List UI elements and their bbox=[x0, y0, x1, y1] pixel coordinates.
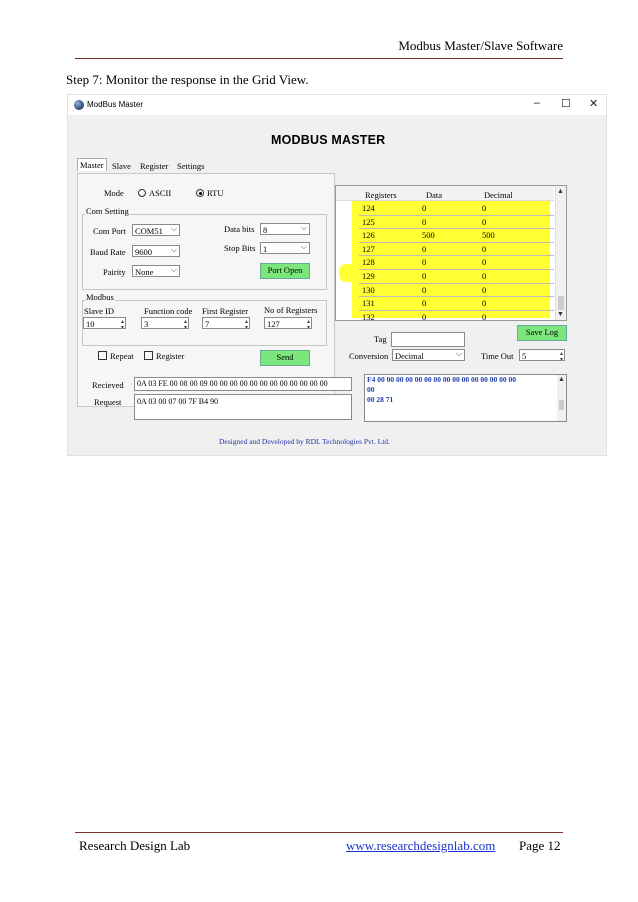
tag-input[interactable] bbox=[391, 332, 465, 347]
slave-id-stepper[interactable]: 10 ▴▾ bbox=[83, 317, 126, 329]
grid-cell[interactable]: 128 bbox=[362, 257, 375, 268]
scroll-up-icon[interactable]: ▲ bbox=[558, 375, 565, 383]
com-setting-title: Com Setting bbox=[86, 206, 129, 216]
log-line: F4 00 00 00 00 00 00 00 00 00 00 00 00 00 00 00 bbox=[367, 375, 516, 384]
footer-company: Research Design Lab bbox=[79, 838, 191, 853]
grid-cell[interactable]: 0 bbox=[422, 243, 427, 254]
grid-header-decimal: Decimal bbox=[484, 190, 513, 200]
grid-highlight bbox=[352, 201, 550, 318]
grid-vertical-scrollbar[interactable] bbox=[555, 186, 566, 320]
grid-cell[interactable]: 0 bbox=[482, 257, 487, 268]
conversion-select[interactable]: Decimal ⌵ bbox=[392, 349, 465, 361]
footer-rule bbox=[75, 832, 563, 833]
checkbox-icon bbox=[144, 351, 153, 360]
grid-cell[interactable]: 127 bbox=[362, 243, 375, 254]
document-header-title: Modbus Master/Slave Software bbox=[398, 38, 563, 53]
window-titlebar bbox=[68, 95, 606, 115]
stop-bits-label: Stop Bits bbox=[224, 243, 256, 253]
modbus-master-window bbox=[67, 94, 607, 456]
data-bits-select[interactable]: 8 ⌵ bbox=[260, 223, 310, 235]
mode-ascii-radio[interactable] bbox=[138, 188, 171, 198]
grid-row-divider bbox=[359, 215, 554, 216]
register-checkbox[interactable] bbox=[144, 351, 184, 361]
grid-cell[interactable]: 0 bbox=[422, 203, 427, 213]
tag-label: Tag bbox=[374, 334, 387, 344]
time-out-stepper[interactable]: 5 ▴▾ bbox=[519, 349, 565, 361]
app-icon bbox=[74, 100, 84, 110]
pairity-select[interactable]: None ⌵ bbox=[132, 265, 180, 277]
ascii-label: ASCII bbox=[149, 188, 172, 198]
grid-cell[interactable]: 0 bbox=[482, 216, 487, 227]
request-field[interactable]: 0A 03 00 07 00 7F B4 90 bbox=[134, 394, 352, 420]
scroll-up-icon[interactable]: ▲ bbox=[557, 187, 564, 195]
log-line: 00 bbox=[367, 385, 375, 394]
rtu-label: RTU bbox=[207, 188, 224, 198]
step-instruction: Step 7: Monitor the response in the Grid View. bbox=[66, 72, 309, 87]
grid-row-divider bbox=[359, 310, 554, 311]
footer-page-number: Page 12 bbox=[519, 838, 561, 853]
maximize-icon[interactable]: ☐ bbox=[561, 98, 571, 110]
tab-register[interactable]: Register bbox=[140, 161, 169, 171]
grid-cell[interactable]: 129 bbox=[362, 271, 375, 281]
grid-highlight-mark bbox=[339, 264, 357, 282]
function-code-stepper[interactable]: 3 ▴▾ bbox=[141, 317, 189, 329]
grid-cell[interactable]: 131 bbox=[362, 298, 375, 309]
grid-header-registers: Registers bbox=[365, 190, 397, 200]
stop-bits-select[interactable]: 1 ⌵ bbox=[260, 242, 310, 254]
first-register-stepper[interactable]: 7 ▴▾ bbox=[202, 317, 250, 329]
grid-cell[interactable]: 0 bbox=[422, 216, 427, 227]
window-title: ModBus Master bbox=[87, 100, 144, 109]
grid-cell[interactable]: 0 bbox=[482, 203, 487, 213]
grid-row-divider bbox=[359, 228, 554, 229]
grid-cell[interactable]: 0 bbox=[482, 243, 487, 254]
slave-id-label: Slave ID bbox=[84, 306, 114, 316]
minimize-icon[interactable]: – bbox=[534, 97, 541, 109]
baud-rate-select[interactable]: 9600 ⌵ bbox=[132, 245, 180, 257]
grid-header-data: Data bbox=[426, 190, 443, 200]
tab-settings[interactable]: Settings bbox=[177, 161, 205, 171]
scrollbar-thumb[interactable] bbox=[559, 400, 564, 410]
radio-icon bbox=[138, 189, 146, 197]
recieved-label: Recieved bbox=[92, 380, 124, 390]
grid-row-divider bbox=[359, 283, 554, 284]
grid-row-divider bbox=[359, 296, 554, 297]
log-line: 00 28 71 bbox=[367, 395, 394, 404]
com-port-select[interactable]: COM51 ⌵ bbox=[132, 224, 180, 236]
grid-cell[interactable]: 0 bbox=[422, 257, 427, 268]
time-out-label: Time Out bbox=[481, 351, 514, 361]
conversion-label: Conversion bbox=[349, 351, 389, 361]
radio-selected-icon bbox=[196, 189, 204, 197]
baud-rate-label: Baud Rate bbox=[90, 247, 126, 257]
grid-cell[interactable]: 125 bbox=[362, 216, 375, 227]
modbus-title: Modbus bbox=[86, 292, 114, 302]
no-of-registers-label: No of Registers bbox=[264, 305, 318, 315]
grid-cell[interactable]: 500 bbox=[482, 230, 495, 241]
grid-row-divider bbox=[359, 269, 554, 270]
port-open-button[interactable]: Port Open bbox=[260, 263, 310, 279]
pairity-label: Pairity bbox=[103, 267, 126, 277]
repeat-checkbox[interactable] bbox=[98, 351, 134, 361]
grid-cell[interactable]: 0 bbox=[482, 271, 487, 281]
grid-cell[interactable]: 0 bbox=[482, 311, 487, 321]
com-port-label: Com Port bbox=[93, 226, 126, 236]
grid-cell[interactable]: 500 bbox=[422, 230, 435, 241]
mode-label: Mode bbox=[104, 188, 124, 198]
recieved-field[interactable]: 0A 03 FE 00 08 00 09 00 00 00 00 00 00 00 00 00 00 00 00 bbox=[134, 377, 352, 391]
footer-website-link[interactable]: www.researchdesignlab.com bbox=[346, 838, 496, 853]
close-icon[interactable]: ✕ bbox=[589, 98, 599, 110]
grid-cell[interactable]: 0 bbox=[482, 284, 487, 295]
grid-row-divider bbox=[359, 255, 554, 256]
tab-slave[interactable]: Slave bbox=[112, 161, 131, 171]
app-title: MODBUS MASTER bbox=[271, 133, 386, 147]
data-bits-label: Data bits bbox=[224, 224, 255, 234]
response-log[interactable] bbox=[364, 374, 567, 422]
scroll-down-icon[interactable]: ▼ bbox=[557, 310, 564, 318]
header-rule bbox=[75, 58, 563, 59]
no-of-registers-stepper[interactable]: 127 ▴▾ bbox=[264, 317, 312, 329]
master-panel bbox=[77, 173, 335, 407]
grid-row-divider bbox=[359, 242, 554, 243]
grid-cell[interactable]: 0 bbox=[422, 298, 427, 309]
repeat-label: Repeat bbox=[110, 351, 134, 361]
grid-cell[interactable]: 0 bbox=[422, 311, 427, 321]
function-code-label: Function code bbox=[144, 306, 193, 316]
grid-cell[interactable]: 132 bbox=[362, 311, 375, 321]
grid-cell[interactable]: 124 bbox=[362, 203, 375, 213]
mode-rtu-radio[interactable] bbox=[196, 188, 224, 198]
scrollbar-thumb[interactable] bbox=[558, 296, 564, 310]
grid-cell[interactable]: 0 bbox=[482, 298, 487, 309]
credit-text: Designed and Developed by RDL Technologies Pvt. Ltd. bbox=[219, 437, 390, 446]
tab-master[interactable]: Master bbox=[77, 158, 107, 171]
save-log-button[interactable]: Save Log bbox=[517, 325, 567, 341]
register-grid[interactable] bbox=[335, 185, 567, 321]
register-label: Register bbox=[156, 351, 185, 361]
send-button[interactable]: Send bbox=[260, 350, 310, 366]
checkbox-icon bbox=[98, 351, 107, 360]
first-register-label: First Register bbox=[202, 306, 249, 316]
grid-cell[interactable]: 126 bbox=[362, 230, 375, 241]
grid-cell[interactable]: 0 bbox=[422, 271, 427, 281]
grid-cell[interactable]: 0 bbox=[422, 284, 427, 295]
grid-cell[interactable]: 130 bbox=[362, 284, 375, 295]
log-scrollbar[interactable] bbox=[557, 375, 566, 421]
request-label: Request bbox=[94, 397, 122, 407]
